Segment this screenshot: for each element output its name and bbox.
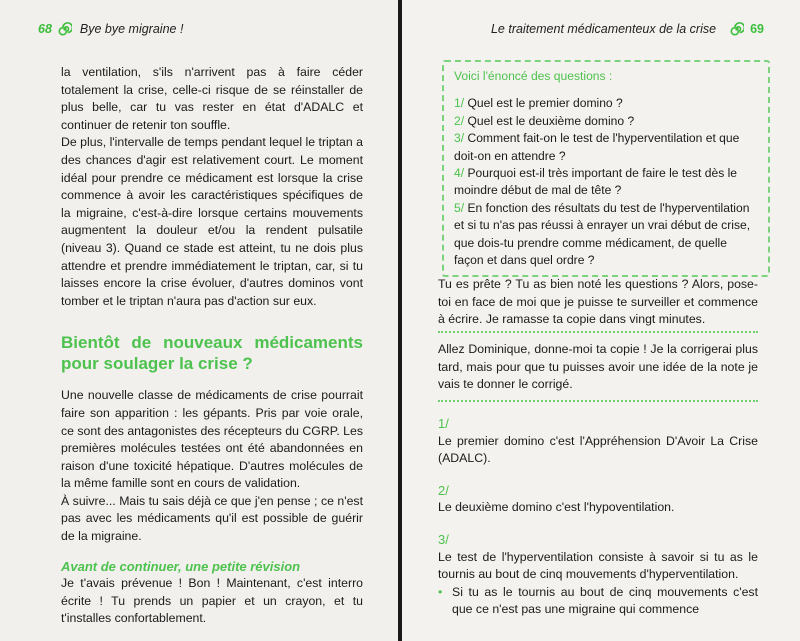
dotted-divider — [438, 400, 758, 402]
copy-paragraph: Allez Dominique, donne-moi ta copie ! Je la corrigerai plus tard, mais pour que tu puisses avoir une idée de la note je vais te donner le corrigé. — [438, 342, 758, 392]
answer-number: 2/ — [438, 482, 449, 498]
answer-text: Le deuxième domino c'est l'hypoventilation. — [438, 500, 675, 515]
answer-text: Le test de l'hyperventilation consiste à savoir si tu as le tournis au bout de cinq mouvements d'hyperventilation. — [438, 549, 758, 582]
question-item: 4/ Pourquoi est-il très important de faire le test dès le moindre début de mal de tête ? — [454, 166, 738, 198]
questions-intro: Voici l'énoncé des questions : — [454, 69, 613, 83]
right-running-title: Le traitement médicamenteux de la crise — [490, 22, 717, 36]
answer-number: 1/ — [438, 416, 449, 431]
questions-box — [442, 60, 770, 277]
left-body — [61, 64, 363, 628]
spiral-icon — [58, 22, 72, 36]
paragraph: Je t'avais prévenue ! Bon ! Maintenant, c'est interro écrite ! Tu prends un papier et un crayon, et tu t'installes confortablement. — [61, 576, 363, 626]
paragraph: Une nouvelle classe de médicaments de crise pourrait faire son apparition : les gépants. Pris par voie orale, ce sont des antagonistes des récepteurs du CGRP. Les premières molécules testées ont été abandonnées en raison d'une toxicité hépatique. D'autres molécules de la même famille sont en cours de validation. — [61, 388, 363, 491]
right-header — [491, 22, 764, 36]
paragraph: la ventilation, s'ils n'arrivent pas à faire céder totalement la crise, celle-ci risque de se réinstaller de plus belle, car tu vas rester en état d'ADALC et continuer de retenir ton souffle. — [61, 65, 363, 132]
spiral-icon — [730, 22, 744, 36]
question-item: 5/ En fonction des résultats du test de l'hyperventilation et si tu n'as pas réussi à enrayer un vrai début de crise, que dois-tu prendre comme médicament, de quelle façon et dans quel ordre ? — [454, 200, 751, 268]
right-page — [402, 0, 800, 641]
bullet-icon: • — [438, 584, 443, 599]
paragraph: À suivre... Mais tu sais déjà ce que j'en pense ; ce n'est pas avec les médicaments qu'il est possible de guérir de la migraine. — [61, 493, 363, 544]
answer-text: Le premier domino c'est l'Appréhension D'Avoir La Crise (ADALC). — [438, 433, 758, 466]
bullet-item: • Si tu as le tournis au bout de cinq mouvements c'est que ce n'est pas une migraine qui commence — [438, 584, 758, 619]
answer-number: 3/ — [438, 531, 449, 547]
left-header — [38, 22, 183, 36]
ready-paragraph: Tu es prête ? Tu as bien noté les questions ? Alors, pose-toi en face de moi que je puisse te surveiller et commence à écrire. Je ramasse ta copie dans vingt minutes. — [438, 277, 758, 327]
paragraph: De plus, l'intervalle de temps pendant lequel le triptan a des chances d'agir est relativement court. Le moment idéal pour prendre ce médicament est lorsque la crise commence à avoir les caractéristiques spécifiques de la migraine, c'est-à-dire lorsque certains mouvements augmentent la douleur et/ou la rendent pulsatile (niveau 3). Quand ce stade est atteint, tu ne dois plus attendre et prendre immédiatement le triptan, car, si tu laisses encore la crise évoluer, d'autres dominos vont tomber et le triptan n'aura pas d'action sur eux. — [61, 135, 363, 308]
section-heading: Bientôt de nouveaux médicaments pour soulager la crise ? — [61, 333, 363, 374]
left-running-title: Bye bye migraine ! — [79, 22, 184, 36]
answers — [438, 415, 758, 619]
question-item: 2/ Quel est le deuxième domino ? — [454, 113, 635, 128]
subsection-heading: Avant de continuer, une petite révision — [61, 558, 301, 574]
left-page — [0, 0, 398, 641]
question-item: 3/ Comment fait-on le test de l'hyperventilation et que doit-on en attendre ? — [454, 131, 740, 163]
question-item: 1/ Quel est le premier domino ? — [454, 96, 623, 111]
right-page-number: 69 — [750, 22, 764, 36]
dotted-divider — [438, 331, 758, 333]
left-page-number: 68 — [38, 22, 52, 36]
